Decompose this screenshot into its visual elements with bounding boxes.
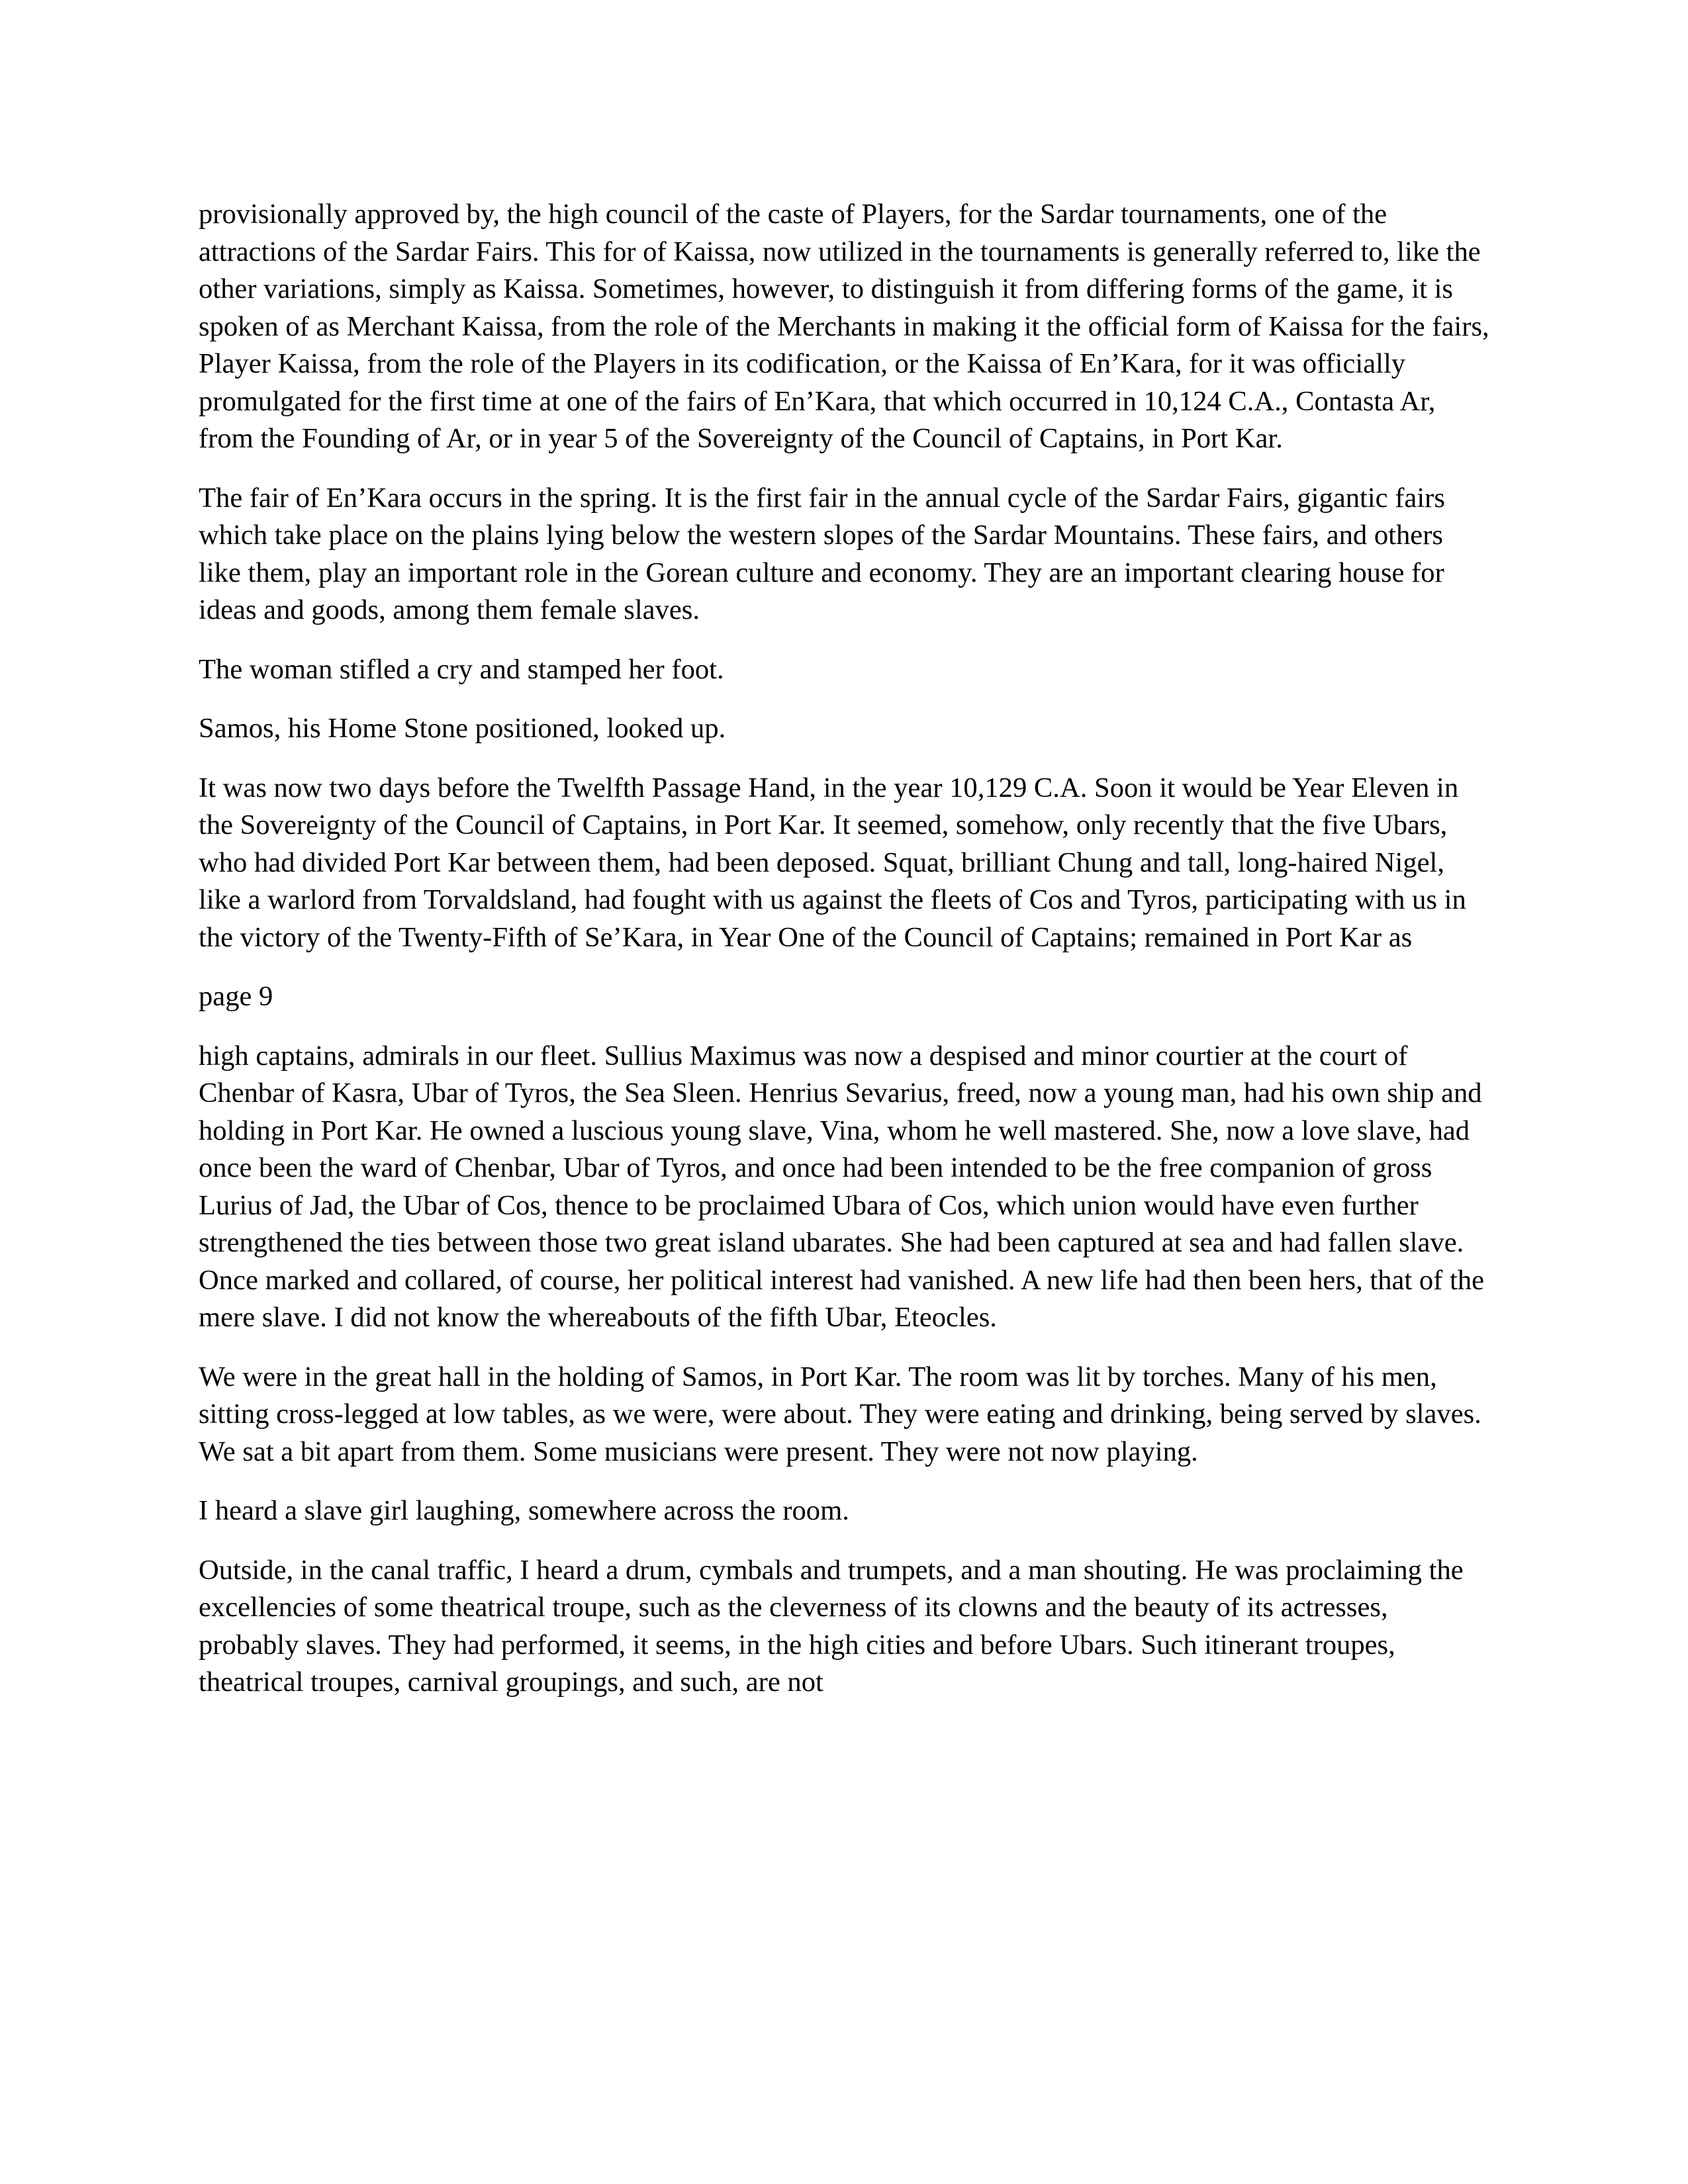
paragraph: The fair of En’Kara occurs in the spring. It is the first fair in the annual cycle of the Sardar Fairs, gigantic fairs which take place on the plains lying below the western slopes of the Sardar Mountains. These fairs, and others like them, play an important role in the Gorean culture and economy. They are an important clearing house for ideas and goods, among them female slaves.	[199, 482, 1445, 625]
paragraph: We were in the great hall in the holding of Samos, in Port Kar. The room was lit by torches. Many of his men, sitting cross-legged at low tables, as we were, were about. They were eating and drinking, being served by slaves. We sat a bit apart from them. Some musicians were present. They were not now playing.	[199, 1361, 1481, 1467]
document-page	[199, 196, 1489, 1723]
page-number: page 9	[199, 981, 273, 1012]
paragraph: provisionally approved by, the high council of the caste of Players, for the Sardar tournaments, one of the attractions of the Sardar Fairs. This for of Kaissa, now utilized in the tournaments is generally referred to, like the other variations, simply as Kaissa. Sometimes, however, to distinguish it from differing forms of the game, it is spoken of as Merchant Kaissa, from the role of the Merchants in making it the official form of Kaissa for the fairs, Player Kaissa, from the role of the Players in its codification, or the Kaissa of En’Kara, for it was officially promulgated for the first time at one of the fairs of En’Kara, that which occurred in 10,124 C.A., Contasta Ar, from the Founding of Ar, or in year 5 of the Sovereignty of the Council of Captains, in Port Kar.	[199, 199, 1489, 454]
paragraph: Outside, in the canal traffic, I heard a drum, cymbals and trumpets, and a man shouting. He was proclaiming the excellencies of some theatrical troupe, such as the cleverness of its clowns and the beauty of its actresses, probably slaves. They had performed, it seems, in the high cities and before Ubars. Such itinerant troupes, theatrical troupes, carnival groupings, and such, are not	[199, 1554, 1464, 1698]
paragraph: Samos, his Home Stone positioned, looked up.	[199, 713, 726, 744]
paragraph: high captains, admirals in our fleet. Sullius Maximus was now a despised and minor courtier at the court of Chenbar of Kasra, Ubar of Tyros, the Sea Sleen. Henrius Sevarius, freed, now a young man, had his own ship and holding in Port Kar. He owned a luscious young slave, Vina, whom he well mastered. She, now a love slave, had once been the ward of Chenbar, Ubar of Tyros, and once had been intended to be the free companion of gross Lurius of Jad, the Ubar of Cos, thence to be proclaimed Ubara of Cos, which union would have even further strengthened the ties between those two great island ubarates. She had been captured at sea and had fallen slave. Once marked and collared, of course, her political interest had vanished. A new life had then been hers, that of the mere slave. I did not know the whereabouts of the fifth Ubar, Eteocles.	[199, 1040, 1485, 1333]
paragraph: The woman stifled a cry and stamped her foot.	[199, 653, 724, 685]
paragraph: It was now two days before the Twelfth Passage Hand, in the year 10,129 C.A. Soon it would be Year Eleven in the Sovereignty of the Council of Captains, in Port Kar. It seemed, somehow, only recently that the five Ubars, who had divided Port Kar between them, had been deposed. Squat, brilliant Chung and tall, long-haired Nigel, like a warlord from Torvaldsland, had fought with us against the fleets of Cos and Tyros, participating with us in the victory of the Twenty-Fifth of Se’Kara, in Year One of the Council of Captains; remained in Port Kar as	[199, 772, 1466, 953]
paragraph: I heard a slave girl laughing, somewhere across the room.	[199, 1495, 849, 1526]
